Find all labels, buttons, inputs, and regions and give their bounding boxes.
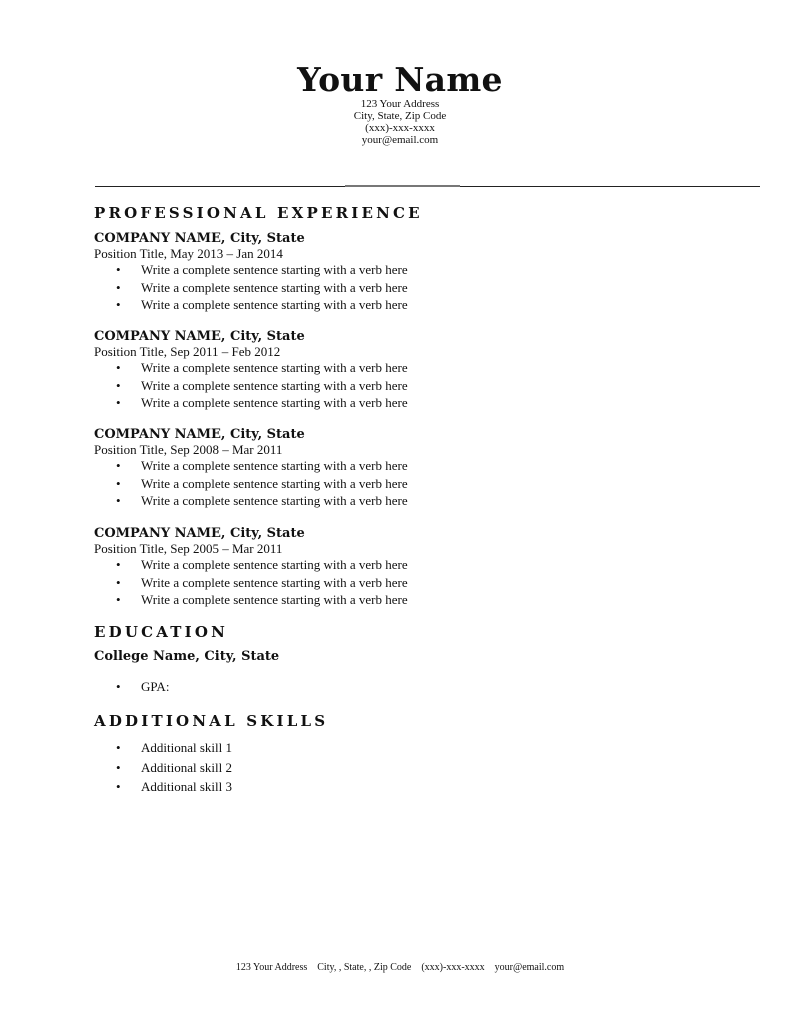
skill-item xyxy=(94,758,594,778)
bullet-item xyxy=(94,279,594,297)
bullet-text: Write a complete sentence starting with a verb here xyxy=(141,360,408,375)
footer-city-state-zip: City, , State, , Zip Code xyxy=(317,962,412,973)
bullet-item xyxy=(94,377,594,395)
contact-city-state-zip: City, State, Zip Code xyxy=(353,110,447,122)
education-entry xyxy=(94,649,594,696)
skill-text: Additional skill 2 xyxy=(141,759,232,775)
education-bullets xyxy=(94,678,594,696)
bullet-icon: • xyxy=(116,475,121,491)
bullet-item xyxy=(94,678,594,696)
position-title: Position Title, Sep 2008 – Mar 2011 xyxy=(94,442,283,457)
company-name: COMPANY NAME, City, State xyxy=(94,526,305,541)
bullet-icon: • xyxy=(116,493,121,508)
bullet-icon: • xyxy=(116,297,121,312)
position-title: Position Title, May 2013 – Jan 2014 xyxy=(94,246,283,261)
bullet-icon: • xyxy=(116,395,121,410)
skill-text: Additional skill 3 xyxy=(141,779,232,794)
bullet-icon: • xyxy=(116,557,121,572)
bullet-text: Write a complete sentence starting with a verb here xyxy=(141,574,408,590)
bullet-text: Write a complete sentence starting with a verb here xyxy=(141,279,408,295)
bullet-icon: • xyxy=(116,279,121,295)
bullet-icon: • xyxy=(116,740,121,755)
bullet-text: Write a complete sentence starting with a verb here xyxy=(141,557,408,572)
job-entry xyxy=(94,427,594,510)
job-bullets xyxy=(94,556,594,609)
job-bullets xyxy=(94,457,594,510)
bullet-icon: • xyxy=(116,574,121,590)
bullet-icon: • xyxy=(116,592,121,607)
bullet-item xyxy=(94,574,594,592)
bullet-icon: • xyxy=(116,377,121,393)
section-title-education: EDUCATION xyxy=(94,623,229,641)
bullet-text: Write a complete sentence starting with a verb here xyxy=(141,262,408,277)
company-name: COMPANY NAME, City, State xyxy=(94,329,305,344)
bullet-icon: • xyxy=(116,759,121,775)
section-title-experience: PROFESSIONAL EXPERIENCE xyxy=(94,204,423,222)
position-title: Position Title, Sep 2005 – Mar 2011 xyxy=(94,541,283,556)
skills-bullets xyxy=(94,738,594,797)
bullet-text: Write a complete sentence starting with a verb here xyxy=(141,377,408,393)
header-divider-accent xyxy=(345,185,460,187)
bullet-icon: • xyxy=(116,262,121,277)
footer-email: your@email.com xyxy=(494,962,565,973)
bullet-item xyxy=(94,475,594,493)
contact-email: your@email.com xyxy=(361,134,439,146)
skill-text: Additional skill 1 xyxy=(141,740,232,755)
skills-list xyxy=(94,738,594,797)
section-title-skills: ADDITIONAL SKILLS xyxy=(94,712,329,730)
bullet-icon: • xyxy=(116,458,121,473)
position-title: Position Title, Sep 2011 – Feb 2012 xyxy=(94,344,281,359)
bullet-item xyxy=(94,591,594,609)
bullet-item xyxy=(94,556,594,574)
page-footer xyxy=(0,962,800,973)
bullet-item xyxy=(94,492,594,510)
footer-phone: (xxx)-xxx-xxxx xyxy=(421,962,485,973)
skill-item xyxy=(94,738,594,758)
job-entry xyxy=(94,526,594,609)
bullet-icon: • xyxy=(116,679,121,694)
college-name: College Name, City, State xyxy=(94,649,280,664)
bullet-item xyxy=(94,457,594,475)
bullet-text: Write a complete sentence starting with a verb here xyxy=(141,395,408,410)
bullet-icon: • xyxy=(116,779,121,794)
contact-phone: (xxx)-xxx-xxxx xyxy=(365,122,435,134)
bullet-text: Write a complete sentence starting with a verb here xyxy=(141,475,408,491)
gpa-text: GPA: xyxy=(141,679,170,694)
job-entry xyxy=(94,231,594,314)
bullet-item xyxy=(94,359,594,377)
bullet-text: Write a complete sentence starting with a verb here xyxy=(141,493,408,508)
company-name: COMPANY NAME, City, State xyxy=(94,427,305,442)
footer-address: 123 Your Address xyxy=(235,962,308,973)
company-name: COMPANY NAME, City, State xyxy=(94,231,305,246)
contact-block xyxy=(0,98,800,146)
skill-item xyxy=(94,777,594,797)
bullet-text: Write a complete sentence starting with a verb here xyxy=(141,592,408,607)
bullet-text: Write a complete sentence starting with a verb here xyxy=(141,297,408,312)
bullet-icon: • xyxy=(116,360,121,375)
bullet-item xyxy=(94,296,594,314)
resume-name: Your Name xyxy=(297,60,503,99)
bullet-text: Write a complete sentence starting with a verb here xyxy=(141,458,408,473)
bullet-item xyxy=(94,394,594,412)
bullet-item xyxy=(94,261,594,279)
job-bullets xyxy=(94,359,594,412)
job-entry xyxy=(94,329,594,412)
contact-address: 123 Your Address xyxy=(360,98,440,110)
job-bullets xyxy=(94,261,594,314)
